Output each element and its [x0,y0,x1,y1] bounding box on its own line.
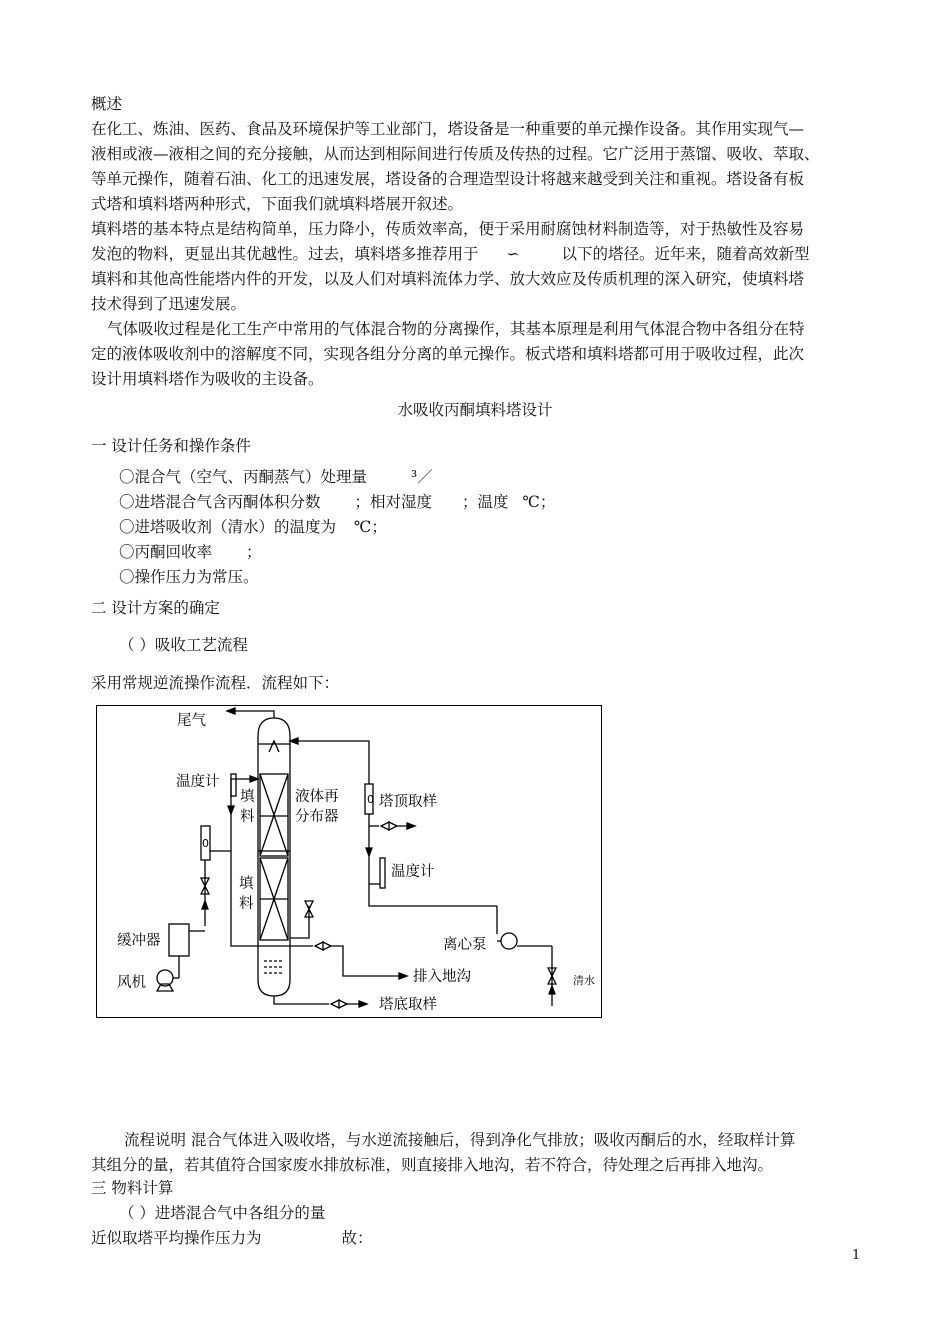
intro-p3-line2: 定的液体吸收剂中的溶解度不同，实现各组分分离的单元操作。板式塔和填料塔都可用于吸收过程，此次 [91,345,805,363]
label-redistributor-1: 液体再 [295,789,339,805]
centrifugal-pump [501,933,517,949]
intro-p3-line1: 气体吸收过程是化工生产中常用的气体混合物的分离操作，其基本原理是利用气体混合物中各组分在特 [107,320,805,338]
label-centrifugal-pump: 离心泵 [443,937,487,953]
section-3 [91,1176,865,1251]
tilde-symbol: ∽ [506,245,520,263]
absorption-column [258,718,290,996]
label-tail-gas: 尾气 [177,713,206,729]
intro-p2-line4: 技术得到了迅速发展。 [91,295,247,313]
label-redistributor-2: 分布器 [295,809,339,825]
intro-p2-line2: 发泡的物料，更显出其优越性。过去，填料塔多推荐用于 ∽ 以下的塔径。近年来，随着高效新型 [91,245,810,263]
intro-p1-line2: 液相或液—液相之间的充分接触，从而达到相际间进行传质及传热的过程。它广泛用于蒸馏、吸收、萃取、 [91,145,820,163]
thermometer-right [380,858,385,888]
section-3-title: 三 物料计算 [91,1179,174,1197]
flow-description-line1: 流程说明 混合气体进入吸收塔，与水逆流接触后，得到净化气排放；吸收丙酮后的水，经取样计算 [124,1131,796,1149]
label-packing-top-2: 料 [240,809,255,825]
design-title: 水吸收丙酮填料塔设计 [397,401,553,419]
intro-heading: 概述 [91,95,123,113]
section-1-items [91,465,865,590]
section-2-title: 二 设计方案的确定 [91,599,220,617]
label-rotameter-left: 0 [202,837,209,850]
process-flow-svg [97,706,603,1019]
section-2-sub1: （ ）吸收工艺流程 [119,636,248,654]
label-bottom-sampling: 塔底取样 [379,997,437,1013]
page-number: 1 [852,1248,861,1263]
label-packing-bottom-2: 料 [239,896,254,912]
condition-item: 〇操作压力为常压。 [119,568,259,586]
section-1 [91,434,865,459]
intro-p1-line4: 式塔和填料塔两种形式，下面我们就填料塔展开叙述。 [91,195,464,213]
thermometer-left [231,774,236,796]
label-drain: 排入地沟 [413,969,471,985]
condition-item: 〇丙酮回收率 ； [119,543,262,561]
flow-description-line2: 其组分的量，若其值符合国家废水排放标准，则直接排入地沟，若不符合，待处理之后再排入地沟。 [91,1156,774,1174]
section-3-sub1: （ ）进塔混合气中各组分的量 [119,1204,326,1222]
process-flow-diagram [96,705,602,1018]
intro-p2-line1: 填料塔的基本特点是结构简单，压力降小，传质效率高，便于采用耐腐蚀材料制造等，对于热敏性及容易 [91,220,805,238]
label-top-sampling: 塔顶取样 [379,794,437,810]
label-clear-water: 清水 [573,974,595,987]
intro-p1-line3: 等单元操作，随着石油、化工的迅速发展，塔设备的合理造型设计将越来越受到关注和重视。塔设备有板 [91,170,805,188]
condition-item: 〇进塔混合气含丙酮体积分数 ；相对湿度 ；温度 ℃； [119,493,556,511]
label-thermometer-right: 温度计 [391,864,435,880]
section-3-line: 近似取塔平均操作压力为 故： [91,1229,373,1247]
intro-p1-line1: 在化工、炼油、医药、食品及环境保护等工业部门，塔设备是一种重要的单元操作设备。其作用实现气— [91,120,805,138]
condition-item: 〇混合气（空气、丙酮蒸气）处理量 ³／ [119,468,433,486]
label-thermometer-left: 温度计 [176,774,220,790]
intro-p2-line3: 填料和其他高性能塔内件的开发，以及人们对填料流体力学、放大效应及传质机理的深入研究，使填料塔 [91,270,805,288]
intro-section [91,92,865,392]
buffer-tank [169,924,189,956]
label-packing-top-1: 填 [240,789,255,805]
label-packing-bottom-1: 填 [239,876,254,892]
intro-p3-line3: 设计用填料塔作为吸收的主设备。 [91,370,324,388]
flow-description [91,1128,865,1178]
flow-intro: 采用常规逆流操作流程．流程如下： [91,674,340,692]
section-1-title: 一 设计任务和操作条件 [91,437,251,455]
label-fan: 风机 [117,975,146,991]
label-rotameter-right: 0 [367,793,374,806]
condition-item: 〇进塔吸收剂（清水）的温度为 ℃； [119,518,387,536]
label-buffer: 缓冲器 [117,933,161,949]
